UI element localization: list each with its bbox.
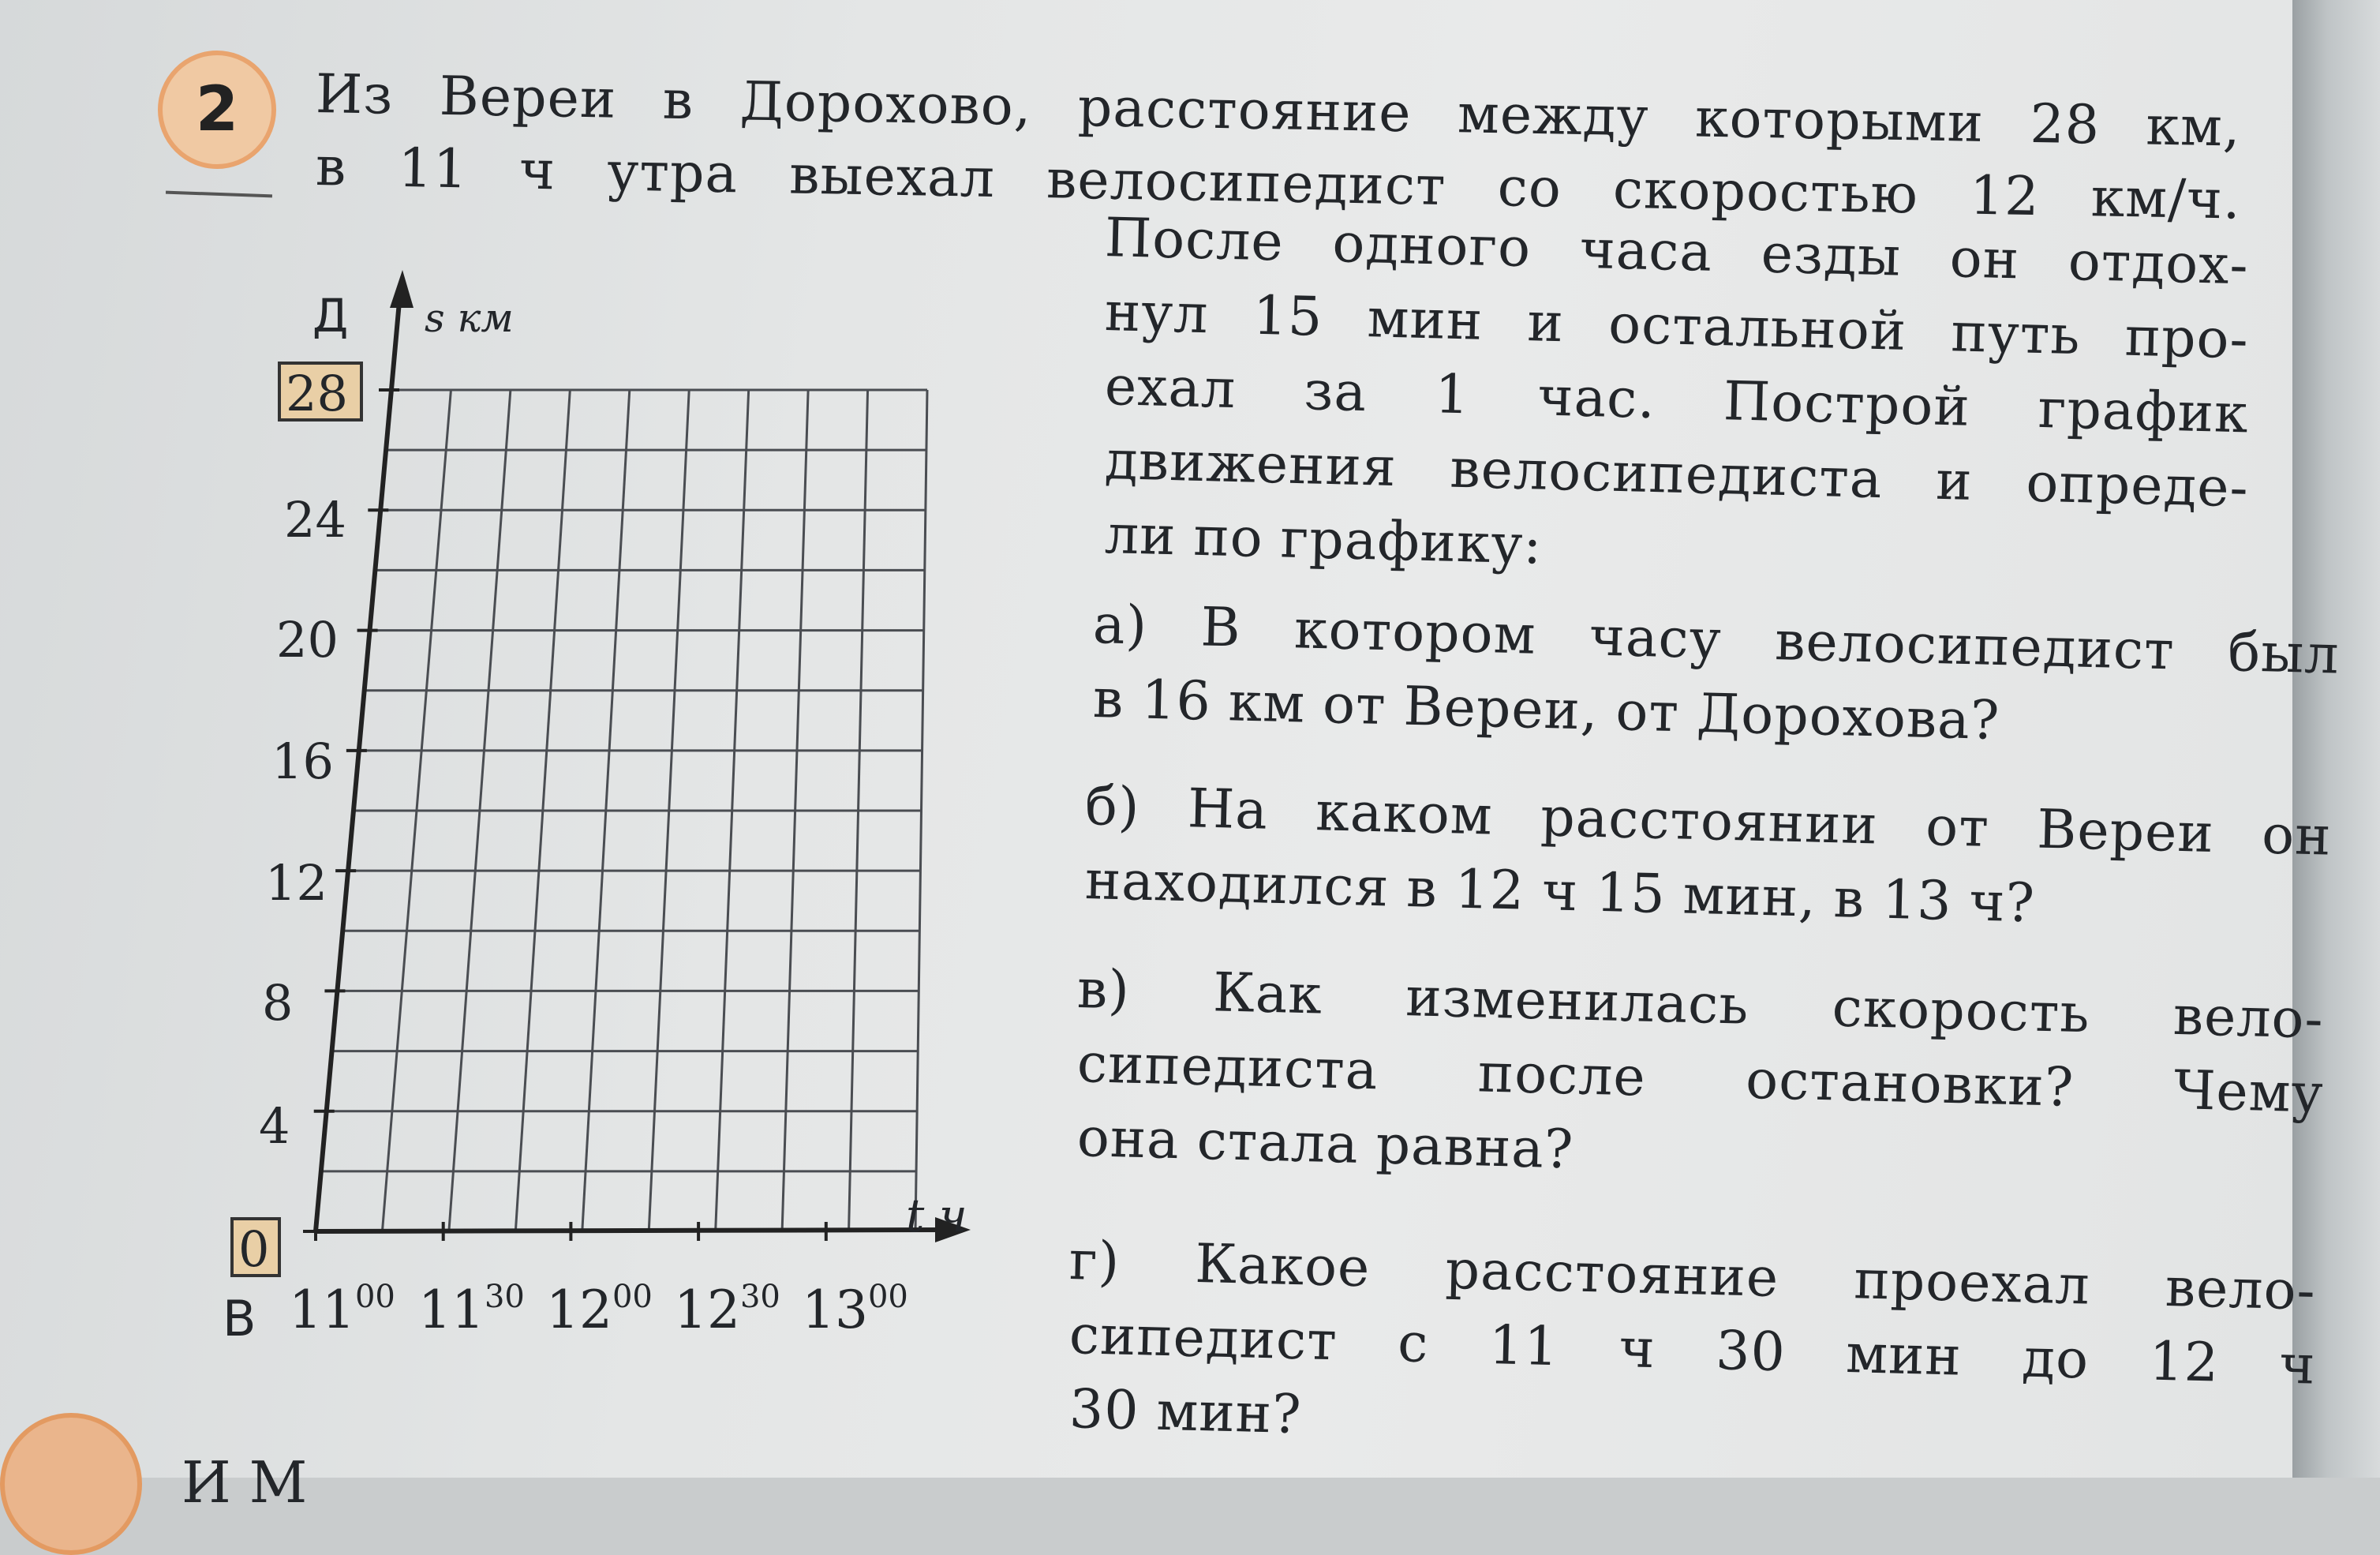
y-tick-label: 4 <box>259 1097 290 1155</box>
task-number: 2 <box>195 74 239 145</box>
x-axis-label: t ч <box>906 1189 967 1242</box>
y-tick-label: 20 <box>276 611 339 669</box>
x-axis <box>316 1230 951 1231</box>
question-2-line-1: б) На каком расстоянии от Вереи он <box>1084 775 2333 868</box>
next-task-text-fragment: И М <box>181 1449 308 1516</box>
y-axis-arrow-icon <box>390 270 414 308</box>
y-tick-label: 8 <box>262 974 294 1032</box>
question-3-line-1: в) Как изменилась скорость вело- <box>1076 958 2325 1051</box>
intro-line-1: Из Вереи в Дорохово, расстояние между которыми 28 км, <box>315 63 2242 159</box>
paragraph-line-3: ехал за 1 час. Построй график <box>1104 355 2250 446</box>
graph-axes <box>316 270 971 1242</box>
next-task-badge <box>0 1413 142 1555</box>
x-tick-label: $11^{30}$ <box>418 1279 525 1340</box>
y-axis-label: s км <box>425 295 514 341</box>
question-3-line-3: она стала равна? <box>1076 1107 1575 1182</box>
question-2-line-2: находился в 12 ч 15 мин, в 13 ч? <box>1084 849 2036 935</box>
motion-graph <box>189 253 1002 1358</box>
y-tick-label: 24 <box>284 491 346 549</box>
x-tick-label: $13^{00}$ <box>802 1279 908 1340</box>
x-start-label: В <box>223 1290 256 1347</box>
paragraph-line-5: ли по графику: <box>1104 504 1544 577</box>
question-4-line-2: сипедист с 11 ч 30 мин до 12 ч <box>1068 1304 2317 1397</box>
task-number-badge <box>158 51 276 169</box>
y-tick-label: 28 <box>286 365 348 422</box>
question-1-line-1: а) В котором часу велосипедист был <box>1092 594 2341 687</box>
graph-grid <box>321 390 927 1231</box>
question-3-line-2: сипедиста после остановки? Чему <box>1076 1032 2325 1126</box>
y-tick-label: 12 <box>265 854 327 912</box>
y-tick-label: 16 <box>271 733 334 790</box>
x-tick-label: $11^{00}$ <box>289 1279 395 1340</box>
paragraph-line-1: После одного часа езды он отдох- <box>1104 207 2250 298</box>
x-tick-label: $12^{30}$ <box>674 1279 780 1340</box>
question-4-line-1: г) Какое расстояние проехал вело- <box>1068 1230 2317 1323</box>
x-tick-label: $12^{00}$ <box>546 1279 653 1340</box>
graph-labels <box>223 289 967 1347</box>
paragraph-line-4: движения велосипедиста и опреде- <box>1104 429 2250 520</box>
paragraph-line-2: нул 15 мин и остальной путь про- <box>1104 281 2250 372</box>
y-tick-label: 0 <box>238 1220 270 1278</box>
question-1-line-2: в 16 км от Вереи, от Дорохова? <box>1092 668 2001 753</box>
intro-line-2: в 11 ч утра выехал велосипедист со скоростью 12 км/ч. <box>315 136 2242 232</box>
question-4-line-3: 30 мин? <box>1068 1378 1303 1447</box>
y-top-label: Д <box>312 289 349 343</box>
